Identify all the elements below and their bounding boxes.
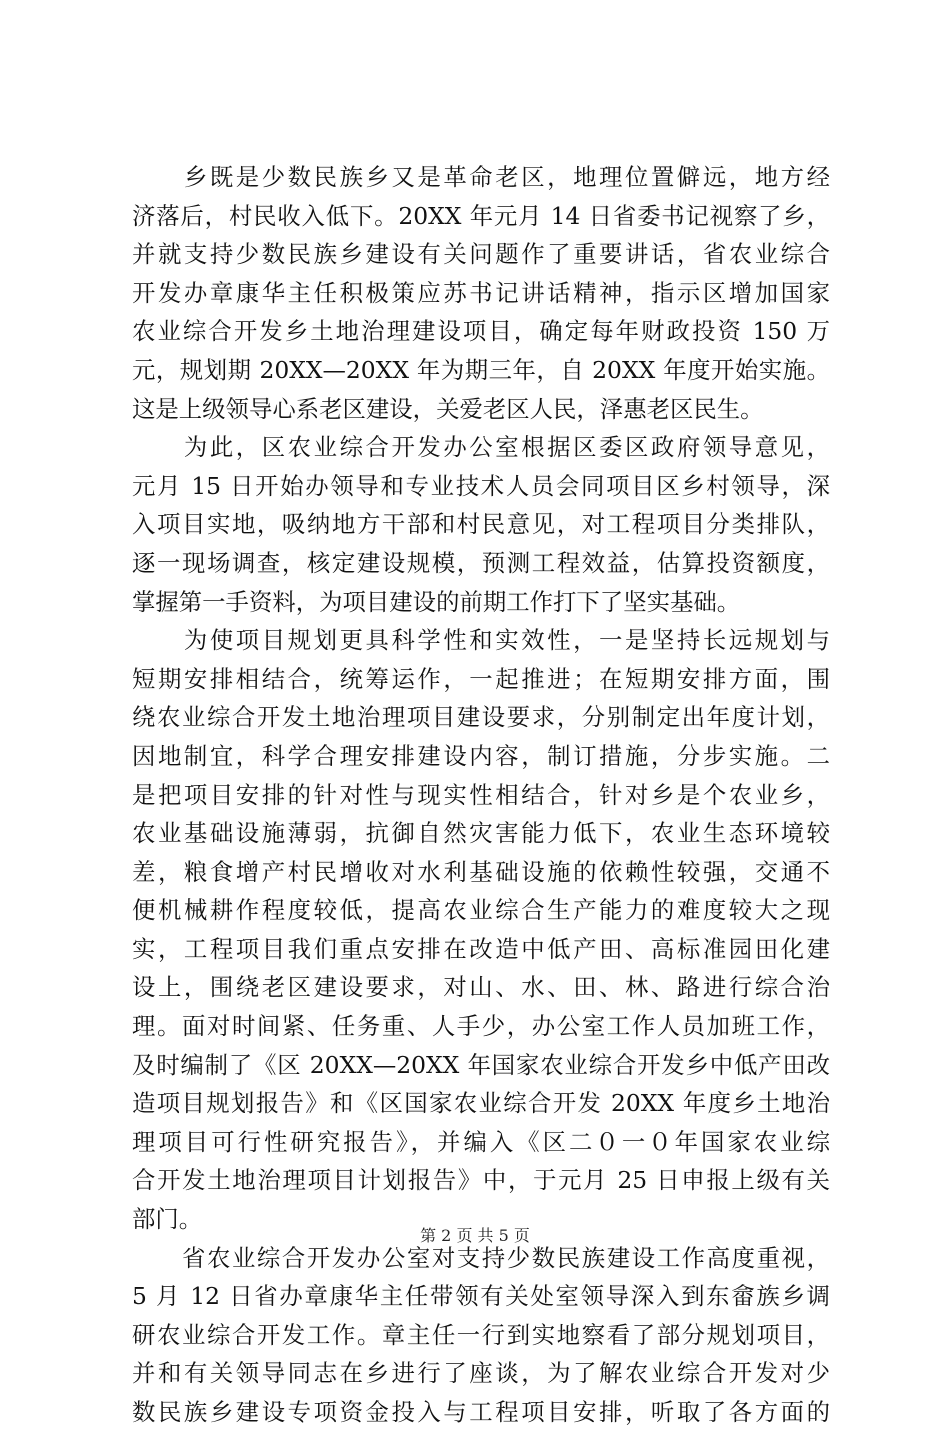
text-line: 5 月 12 日省办章康华主任带领有关处室领导深入到东畲族乡调 <box>132 1282 830 1311</box>
text-line: 实，工程项目我们重点安排在改造中低产田、高标准园田化建 <box>132 934 830 963</box>
text-line: 设上，围绕老区建设要求，对山、水、田、林、路进行综合治 <box>132 973 830 1002</box>
text-line: 入项目实地，吸纳地方干部和村民意见，对工程项目分类排队， <box>132 510 830 539</box>
text-line: 并就支持少数民族乡建设有关问题作了重要讲话，省农业综合 <box>132 240 830 269</box>
text-line: 便机械耕作程度较低，提高农业综合生产能力的难度较大之现 <box>132 896 830 925</box>
text-line: 并和有关领导同志在乡进行了座谈，为了解农业综合开发对少 <box>132 1359 830 1388</box>
text-line: 乡既是少数民族乡又是革命老区，地理位置僻远，地方经 <box>132 163 830 191</box>
text-line: 元月 15 日开始办领导和专业技术人员会同项目区乡村领导，深 <box>132 471 830 500</box>
text-line: 元，规划期 20XX—20XX 年为期三年，自 20XX 年度开始实施。 <box>132 355 830 384</box>
page-footer: 第 2 页 共 5 页 <box>420 1226 530 1245</box>
text-line: 为使项目规划更具科学性和实效性，一是坚持长远规划与 <box>132 626 830 655</box>
text-line: 造项目规划报告》和《区国家农业综合开发 20XX 年度乡土地治 <box>132 1089 830 1118</box>
text-line: 省农业综合开发办公室对支持少数民族建设工作高度重视， <box>132 1243 830 1272</box>
text-line: 是把项目安排的针对性与现实性相结合，针对乡是个农业乡， <box>132 780 830 809</box>
text-line: 差，粮食增产村民增收对水利基础设施的依赖性较强，交通不 <box>132 857 830 886</box>
text-line: 济落后，村民收入低下。20XX 年元月 14 日省委书记视察了乡， <box>132 201 830 230</box>
text-line: 这是上级领导心系老区建设，关爱老区人民，泽惠老区民生。 <box>132 394 764 423</box>
text-line: 合开发土地治理项目计划报告》中，于元月 25 日申报上级有关 <box>132 1166 830 1195</box>
text-line: 农业综合开发乡土地治理建设项目，确定每年财政投资 150 万 <box>132 317 830 346</box>
text-line: 绕农业综合开发土地治理项目建设要求，分别制定出年度计划， <box>132 703 830 732</box>
text-line: 及时编制了《区 20XX—20XX 年国家农业综合开发乡中低产田改 <box>132 1050 830 1079</box>
text-line: 数民族乡建设专项资金投入与工程项目安排，听取了各方面的 <box>132 1398 830 1426</box>
text-line: 开发办章康华主任积极策应苏书记讲话精神，指示区增加国家 <box>132 278 830 307</box>
text-line: 短期安排相结合，统筹运作，一起推进；在短期安排方面，围 <box>132 664 830 693</box>
text-line: 因地制宜，科学合理安排建设内容，制订措施，分步实施。二 <box>132 741 830 770</box>
text-line: 理项目可行性研究报告》，并编入《区二０一０年国家农业综 <box>132 1127 830 1156</box>
text-line: 为此，区农业综合开发办公室根据区委区政府领导意见， <box>132 433 830 462</box>
text-line: 部门。 <box>132 1205 203 1234</box>
text-line: 理。面对时间紧、任务重、人手少，办公室工作人员加班工作， <box>132 1012 830 1041</box>
text-line: 研农业综合开发工作。章主任一行到实地察看了部分规划项目， <box>132 1320 830 1349</box>
text-line: 掌握第一手资料，为项目建设的前期工作打下了坚实基础。 <box>132 587 741 616</box>
text-line: 农业基础设施薄弱，抗御自然灾害能力低下，农业生态环境较 <box>132 819 830 848</box>
text-line: 逐一现场调查，核定建设规模，预测工程效益，估算投资额度， <box>132 548 830 577</box>
